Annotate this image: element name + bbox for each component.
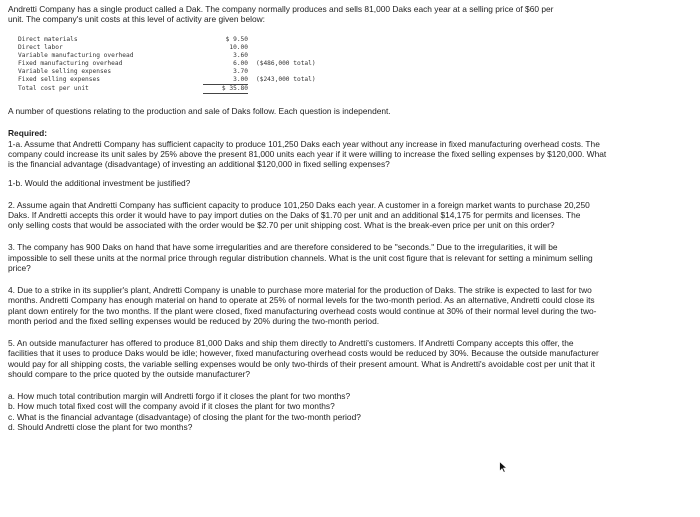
cost-row-direct-materials <box>18 36 692 44</box>
cost-label: Fixed selling expenses <box>18 75 100 83</box>
sub-question-a: a. How much total contribution margin will Andretti forgo if it closes the plant for two months? <box>8 391 351 402</box>
mouse-pointer-icon <box>499 461 509 473</box>
sub-question-b: b. How much total fixed cost will the company avoid if it closes the plant for two months? <box>8 401 335 412</box>
cost-amount: 3.60 <box>233 51 248 59</box>
cost-label: Variable manufacturing overhead <box>18 51 134 59</box>
cost-amount: 3.00 <box>203 76 248 85</box>
cost-label: Direct labor <box>18 43 63 51</box>
cost-label: Variable selling expenses <box>18 67 112 75</box>
cost-row-fixed-selling-expenses <box>18 76 692 85</box>
cost-note: ($486,000 total) <box>256 59 316 67</box>
cost-note: ($243,000 total) <box>256 75 316 83</box>
problem-document <box>8 4 692 432</box>
question-1b: 1-b. Would the additional investment be justified? <box>8 178 191 189</box>
cost-row-fixed-manufacturing-overhead <box>18 60 692 68</box>
cost-amount: 3.70 <box>233 67 248 75</box>
total-label: Total cost per unit <box>18 85 89 93</box>
required-heading: Required: <box>8 128 48 139</box>
cost-amount: 6.00 <box>233 59 248 67</box>
cost-row-variable-manufacturing-overhead <box>18 52 692 60</box>
cost-row-total <box>18 85 692 94</box>
question-5: 5. An outside manufacturer has offered to produce 81,000 Daks and ship them directly to Andretti's customers. If Andretti Company accepts this offer, the facilities that it uses to produce Daks would be idle; however, fixed manufacturing overhead costs would be reduced by 30%. Because the outside manufacturer would pay for all shipping costs, the variable selling expenses would be only two-thirds of their present amount. What is Andretti's avoidable cost per unit that it should compare to the price quoted by the outside manufacturer? <box>8 338 599 379</box>
cost-amount: 10.00 <box>229 43 248 51</box>
section-intro: A number of questions relating to the production and sale of Daks follow. Each question is independent. <box>8 106 391 117</box>
question-3: 3. The company has 900 Daks on hand that have some irregularities and are therefore considered to be "seconds." Due to the irregularities, it will be impossible to sell these units at the normal price through regular distribution channels. What is the unit cost figure that is relevant for setting a minimum selling price? <box>8 242 593 273</box>
cost-row-variable-selling-expenses <box>18 68 692 76</box>
cost-row-direct-labor <box>18 44 692 52</box>
sub-question-list <box>8 391 692 432</box>
cost-label: Direct materials <box>18 35 78 43</box>
cost-label: Fixed manufacturing overhead <box>18 59 123 67</box>
question-2: 2. Assume again that Andretti Company has sufficient capacity to produce 101,250 Daks each year. A customer in a foreign market wants to purchase 20,250 Daks. If Andretti accepts this order it would have to pay import duties on the Daks of $1.70 per unit and an additional $14,175 for permits and licenses. The only selling costs that would be associated with the order would be $2.70 per unit shipping cost. What is the break-even price per unit on this order? <box>8 199 590 231</box>
question-1a: 1-a. Assume that Andretti Company has sufficient capacity to produce 101,250 Daks each year without any increase in fixed manufacturing overhead costs. The company could increase its unit sales by 25% above the present 81,000 units each year if it were willing to increase the fixed selling expenses by $120,000. What is the financial advantage (disadvantage) of investing an additional $120,000 in fixed selling expenses? <box>8 138 607 170</box>
sub-question-c: c. What is the financial advantage (disadvantage) of closing the plant for the two-month period? <box>8 411 361 422</box>
total-amount: $ 35.80 <box>203 85 248 94</box>
unit-cost-table <box>18 36 692 95</box>
cost-amount: $ 9.50 <box>225 35 248 43</box>
question-4: 4. Due to a strike in its supplier's plant, Andretti Company is unable to purchase more material for the production of Daks. The strike is expected to last for two months. Andretti Company has enough material on hand to operate at 25% of normal levels for the two-month period. As an alternative, Andretti could close its plant down entirely for the two months. If the plant were closed, fixed manufacturing overhead costs would continue at 30% of their normal level during the two-month period and the fixed selling expenses would be reduced by 20% during the two-month period. <box>8 285 597 326</box>
problem-intro: Andretti Company has a single product called a Dak. The company normally produces and sells 81,000 Daks each year at a selling price of $60 per unit. The company's unit costs at this level of activity are given below: <box>8 4 554 25</box>
sub-question-d: d. Should Andretti close the plant for two months? <box>8 421 193 432</box>
